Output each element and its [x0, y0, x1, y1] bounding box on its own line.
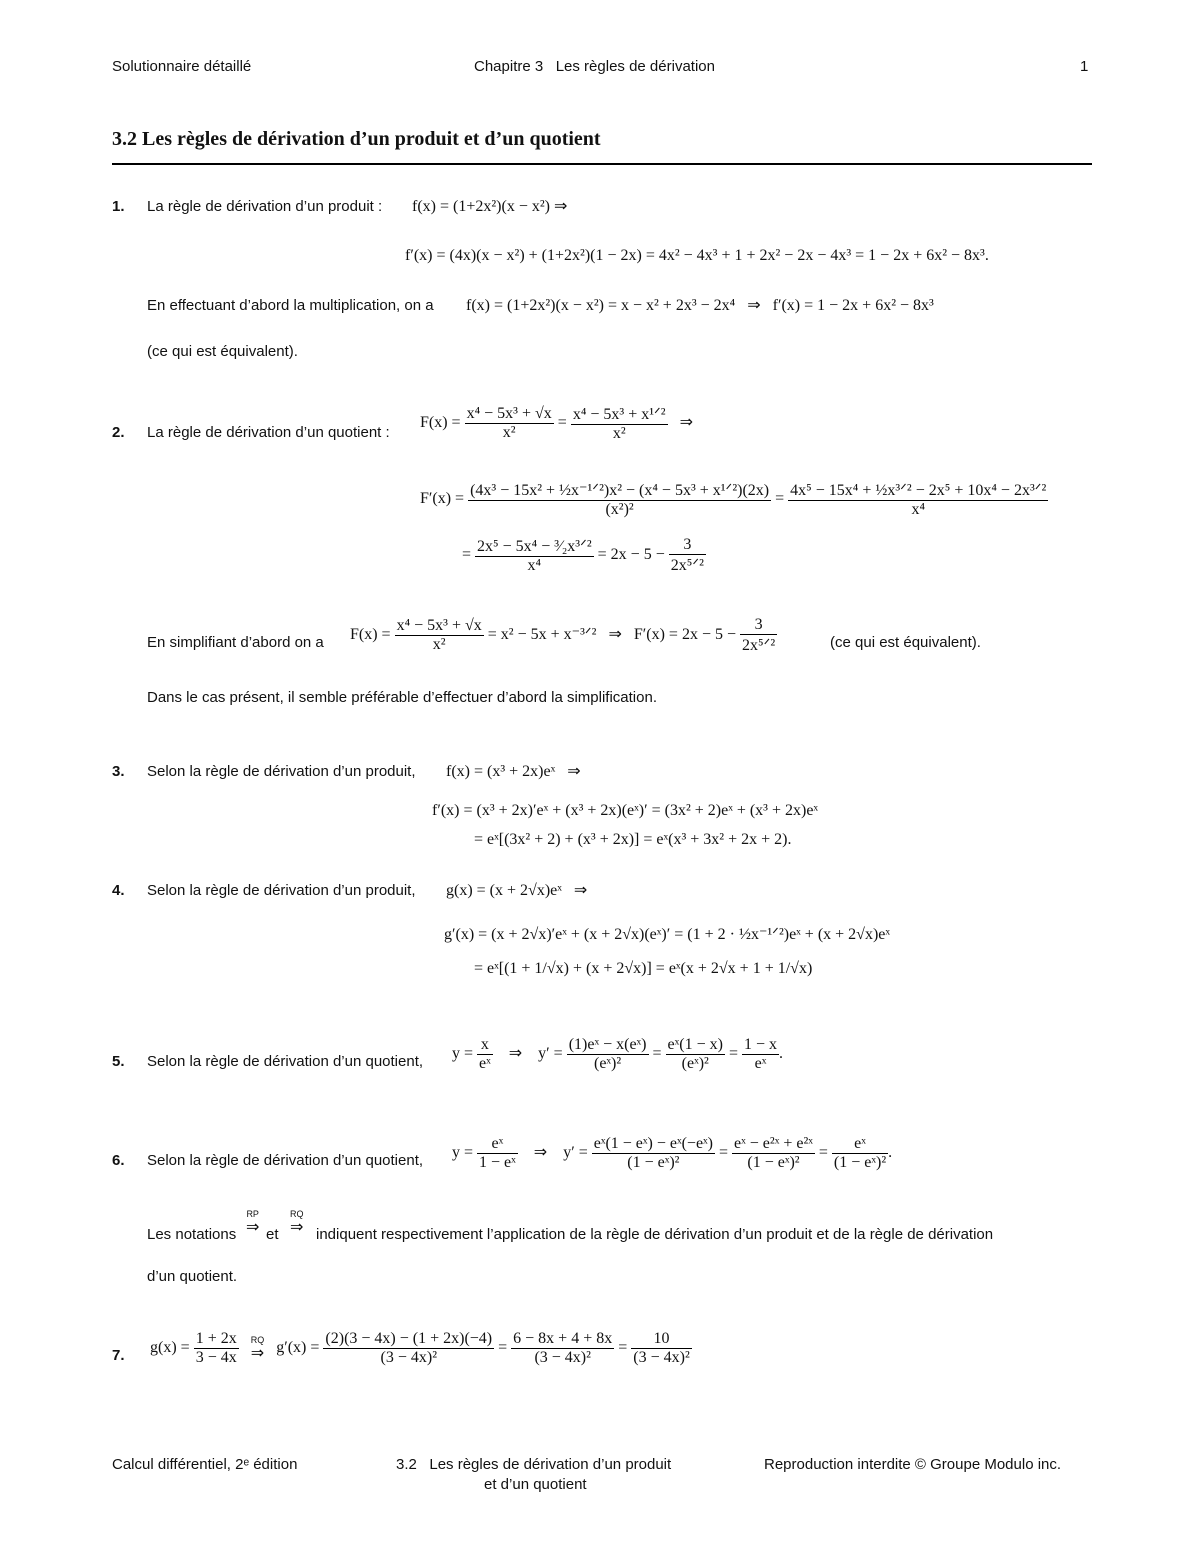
rq-arrow: RQ ⇒	[290, 1209, 304, 1236]
footer-right: Reproduction interdite © Groupe Modulo inc.	[764, 1456, 1062, 1473]
problem-2-remark: Dans le cas présent, il semble préférable d’effectuer d’abord la simplification.	[147, 689, 657, 706]
problem-6-number: 6.	[112, 1152, 125, 1169]
footer-left: Calcul différentiel, 2ᵉ édition	[112, 1456, 298, 1473]
problem-3-derivative-line2: = eˣ[(3x² + 2) + (x³ + 2x)] = eˣ(x³ + 3x² + 2x + 2).	[474, 831, 792, 848]
fraction: $\frac{\text{(1)eˣ − x(eˣ)}}{\text{(eˣ)²}}$	[568, 1036, 647, 1072]
fraction: $\frac{1 + 2x}{3 - 4x}$	[195, 1330, 237, 1366]
section-title: 3.2 Les règles de dérivation d’un produit et d’un quotient	[112, 128, 601, 150]
fraction: $\frac{\text{eˣ}}{\text{1 − eˣ}}$	[479, 1135, 516, 1171]
problem-3-function: f(x) = (x³ + 2x)eˣ ⇒	[446, 763, 581, 780]
header-center: Chapitre 3 Les règles de dérivation	[474, 58, 715, 75]
problem-4-derivative-line1: g′(x) = (x + 2√x)′eˣ + (x + 2√x)(eˣ)′ = (1 + 2 · ½x⁻¹ᐟ²)eˣ + (x + 2√x)eˣ	[444, 926, 891, 943]
problem-2-function: F(x) = $\frac{\text{x⁴ − 5x³ + √x}}{\text{x²}}$ = $\frac{\text{x⁴ − 5x³ + x¹ᐟ²}}{\text{x²}}$ ⇒	[420, 405, 694, 442]
footer-center-line1: 3.2 Les règles de dérivation d’un produit	[396, 1456, 672, 1473]
problem-5-math: y = $\frac{x}{\text{eˣ}}$ ⇒ y′ = $\frac{\text{(1)eˣ − x(eˣ)}}{\text{(eˣ)²}}$ = $\frac{\text{eˣ(1 − x)}}{\text{(eˣ)²}}$ = $\frac{1 - x}{\text{eˣ}}$ .	[452, 1036, 783, 1072]
problem-7-number: 7.	[112, 1347, 125, 1364]
fraction: $\frac{10}{\text{(3 − 4x)²}}$	[633, 1330, 690, 1366]
title-rule	[112, 163, 1092, 165]
problem-2-alt-note: (ce qui est équivalent).	[830, 634, 981, 651]
problem-6-intro: Selon la règle de dérivation d’un quotient,	[147, 1152, 424, 1169]
problem-6-notation-pre: Les notations	[147, 1226, 237, 1243]
header-left: Solutionnaire détaillé	[112, 58, 252, 75]
fraction: $\frac{(2)(3 - 4x) - (1 + 2x)(-4)}{\text{(3 − 4x)²}}$	[325, 1330, 493, 1366]
fraction: $\frac{3}{\text{2x⁵ᐟ²}}$	[742, 616, 776, 654]
problem-2-derivative: F′(x) = $\frac{\text{(4x³ − 15x² + ½x⁻¹ᐟ²)x² − (x⁴ − 5x³ + x¹ᐟ²)(2x)}}{\text{(x²)²}}$ = $\frac{\text{4x⁵ − 15x⁴ + ½x³ᐟ² − 2x⁵ + 10x⁴ − 2x³ᐟ²}}{\text{x⁴}}$	[420, 482, 1047, 518]
problem-4-number: 4.	[112, 882, 125, 899]
problem-6-math: y = $\frac{\text{eˣ}}{\text{1 − eˣ}}$ ⇒ y′ = $\frac{\text{eˣ(1 − eˣ) − eˣ(−eˣ)}}{\text{(1 − eˣ)²}}$ = $\frac{\text{eˣ − e²ˣ + e²ˣ}}{\text{(1 − eˣ)²}}$ = $\frac{\text{eˣ}}{\text{(1 − eˣ)²}}$ .	[452, 1135, 893, 1171]
problem-5-number: 5.	[112, 1053, 125, 1070]
problem-1-derivative: f′(x) = (4x)(x − x²) + (1+2x²)(1 − 2x) = 4x² − 4x³ + 1 + 2x² − 2x − 4x³ = 1 − 2x + 6x² − 8x³.	[405, 247, 989, 264]
problem-2-number: 2.	[112, 424, 125, 441]
page-number: 1	[1080, 58, 1089, 75]
problem-7-math: g(x) = $\frac{1 + 2x}{3 - 4x}$ RQ ⇒ g′(x) = $\frac{(2)(3 - 4x) - (1 + 2x)(-4)}{\text{(3 − 4x)²}}$ = $\frac{6 - 8x + 4 + 8x}{\text{(3 − 4x)²}}$ = $\frac{10}{\text{(3 − 4x)²}}$	[150, 1330, 690, 1366]
problem-1-intro: La règle de dérivation d’un produit :	[147, 198, 383, 215]
fraction: $\frac{\text{x⁴ − 5x³ + x¹ᐟ²}}{\text{x²}}$	[572, 406, 666, 442]
rp-arrow: RP ⇒	[246, 1209, 260, 1236]
problem-1-alt-math: f(x) = (1+2x²)(x − x²) = x − x² + 2x³ − 2x⁴ ⇒ f′(x) = 1 − 2x + 6x² − 8x³	[466, 297, 934, 314]
problem-3-number: 3.	[112, 763, 125, 780]
fraction: $\frac{\text{(4x³ − 15x² + ½x⁻¹ᐟ²)x² − (x⁴ − 5x³ + x¹ᐟ²)(2x)}}{\text{(x²)²}}$	[470, 482, 770, 518]
problem-6-notation-post: indiquent respectivement l’application de la règle de dérivation d’un produit et de la règle de dérivation	[316, 1226, 994, 1243]
fraction: $\frac{\text{eˣ}}{\text{(1 − eˣ)²}}$	[833, 1135, 887, 1171]
footer-center-line2: et d’un quotient	[484, 1476, 587, 1493]
fraction: $\frac{\text{2x⁵ − 5x⁴ − ³⁄₂x³ᐟ²}}{\text{x⁴}}$	[477, 538, 592, 574]
problem-4-intro: Selon la règle de dérivation d’un produit,	[147, 882, 416, 899]
problem-3-derivative-line1: f′(x) = (x³ + 2x)′eˣ + (x³ + 2x)(eˣ)′ = (3x² + 2)eˣ + (x³ + 2x)eˣ	[432, 802, 819, 819]
fraction: $\frac{\text{eˣ(1 − x)}}{\text{(eˣ)²}}$	[667, 1036, 723, 1072]
problem-1-alt-text: En effectuant d’abord la multiplication, on a	[147, 297, 434, 314]
fraction: $\frac{\text{x⁴ − 5x³ + √x}}{\text{x²}}$	[396, 617, 482, 653]
problem-4-derivative-line2: = eˣ[(1 + 1/√x) + (x + 2√x)] = eˣ(x + 2√x + 1 + 1/√x)	[474, 960, 813, 977]
problem-2-alt-math: F(x) = $\frac{\text{x⁴ − 5x³ + √x}}{\text{x²}}$ = x² − 5x + x⁻³ᐟ² ⇒ F′(x) = 2x − 5 − $\frac{3}{\text{2x⁵ᐟ²}}$	[350, 616, 776, 654]
problem-4-function: g(x) = (x + 2√x)eˣ ⇒	[446, 882, 588, 899]
fraction: $\frac{\text{eˣ − e²ˣ + e²ˣ}}{\text{(1 − eˣ)²}}$	[734, 1135, 813, 1171]
fraction: $\frac{\text{4x⁵ − 15x⁴ + ½x³ᐟ² − 2x⁵ + 10x⁴ − 2x³ᐟ²}}{\text{x⁴}}$	[790, 482, 1047, 518]
fraction: $\frac{\text{x⁴ − 5x³ + √x}}{\text{x²}}$	[466, 405, 552, 441]
problem-2-intro: La règle de dérivation d’un quotient :	[147, 424, 390, 441]
fraction: $\frac{\text{eˣ(1 − eˣ) − eˣ(−eˣ)}}{\text{(1 − eˣ)²}}$	[593, 1135, 714, 1171]
problem-6-notation-end: d’un quotient.	[147, 1268, 238, 1285]
problem-3-intro: Selon la règle de dérivation d’un produit,	[147, 763, 416, 780]
problem-1-function: f(x) = (1+2x²)(x − x²) ⇒	[412, 198, 568, 215]
fraction: $\frac{6 - 8x + 4 + 8x}{\text{(3 − 4x)²}}$	[513, 1330, 613, 1366]
rq-arrow: RQ ⇒	[250, 1335, 265, 1362]
problem-5-intro: Selon la règle de dérivation d’un quotient,	[147, 1053, 424, 1070]
fraction: $\frac{x}{\text{eˣ}}$	[479, 1036, 491, 1072]
problem-2-alt-text: En simplifiant d’abord on a	[147, 634, 324, 651]
problem-6-et: et	[266, 1226, 279, 1243]
problem-1-note: (ce qui est équivalent).	[147, 343, 298, 360]
fraction: $\frac{1 - x}{\text{eˣ}}$	[743, 1036, 777, 1072]
problem-2-simplified: = $\frac{\text{2x⁵ − 5x⁴ − ³⁄₂x³ᐟ²}}{\text{x⁴}}$ = 2x − 5 − $\frac{3}{\text{2x⁵ᐟ²}}$	[462, 536, 704, 574]
fraction: $\frac{3}{\text{2x⁵ᐟ²}}$	[670, 536, 704, 574]
problem-1-number: 1.	[112, 198, 125, 215]
